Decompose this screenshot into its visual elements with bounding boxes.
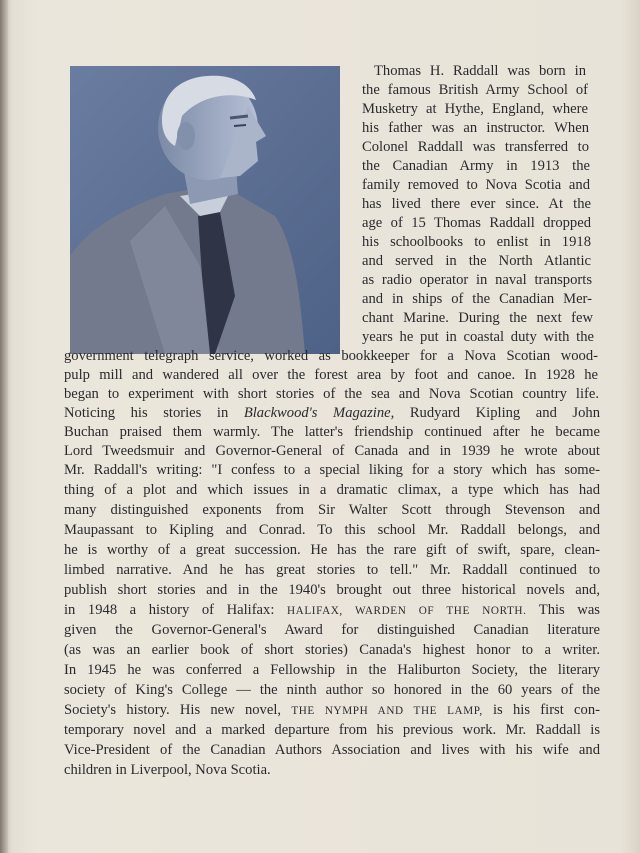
bio-line: temporary novel and a marked departure from his previous work. Mr. Raddall is (64, 722, 600, 738)
bio-line: his schoolbooks to enlist in 1918 (362, 234, 591, 250)
bio-line: (as was an earlier book of short stories) Canada's highest honor to a writer. (64, 642, 600, 658)
bio-line: has lived there ever since. At the (362, 196, 591, 212)
bio-line: began to experiment with short stories of the sea and Nova Scotian country life. (64, 386, 599, 402)
bio-line: family removed to Nova Scotia and (362, 177, 590, 193)
bio-line: and served in the North Atlantic (362, 253, 591, 269)
bio-line: he is worthy of a great succession. He has the rare gift of swift, spare, clean- (64, 542, 600, 558)
bio-line: In 1945 he was conferred a Fellowship in the Haliburton Society, the literary (64, 662, 600, 678)
bio-line: Society's history. His new novel, THE NYMPH AND THE LAMP, is his first con- (64, 702, 600, 718)
bio-line: Thomas H. Raddall was born in (374, 63, 586, 79)
bio-line: Colonel Raddall was transferred to (362, 139, 589, 155)
bio-line: publish short stories and in the 1940's brought out three historical novels and, (64, 582, 600, 598)
bio-line: many distinguished exponents from Sir Walter Scott through Stevenson and (64, 502, 600, 518)
bio-line: Musketry at Hythe, England, where (362, 101, 588, 117)
bio-line: and in ships of the Canadian Mer- (362, 291, 592, 307)
bio-line: as radio operator in naval transports (362, 272, 592, 288)
bio-line: age of 15 Thomas Raddall dropped (362, 215, 591, 231)
bio-line: years he put in coastal duty with the (362, 329, 594, 345)
bio-line: Noticing his stories in Blackwood's Magazine, Rudyard Kipling and John (64, 405, 601, 421)
bio-line: children in Liverpool, Nova Scotia. (64, 762, 271, 778)
bio-line: limbed narrative. And he has great stories to tell." Mr. Raddall continued to (64, 562, 600, 578)
bio-line: society of King's College — the ninth author so honored in the 60 years of the (64, 682, 600, 698)
bio-line: his father was an instructor. When (362, 120, 589, 136)
bio-line: the famous British Army School of (362, 82, 588, 98)
bio-line: Buchan praised them warmly. The latter's friendship continued after he became (64, 424, 600, 440)
bio-line: the Canadian Army in 1913 the (362, 158, 590, 174)
bio-line: Lord Tweedsmuir and Governor-General of Canada and in 1939 he wrote about (64, 443, 600, 459)
bio-line: chant Marine. During the next few (362, 310, 593, 326)
bio-line: Maupassant to Kipling and Conrad. To this school Mr. Raddall belongs, and (64, 522, 600, 538)
bio-line: government telegraph service, worked as bookkeeper for a Nova Scotian wood- (64, 348, 598, 364)
bio-line: Mr. Raddall's writing: "I confess to a special liking for a story which has some- (64, 462, 600, 478)
bio-line: pulp mill and wandered all over the forest area by foot and canoe. In 1928 he (64, 367, 598, 383)
bio-line: given the Governor-General's Award for distinguished Canadian literature (64, 622, 600, 638)
bio-line: Vice-President of the Canadian Authors Association and lives with his wife and (64, 742, 600, 758)
bio-line: in 1948 a history of Halifax: HALIFAX, WARDEN OF THE NORTH. This was (64, 602, 600, 618)
bio-line: thing of a plot and which issues in a dramatic climax, a type which has had (64, 482, 600, 498)
